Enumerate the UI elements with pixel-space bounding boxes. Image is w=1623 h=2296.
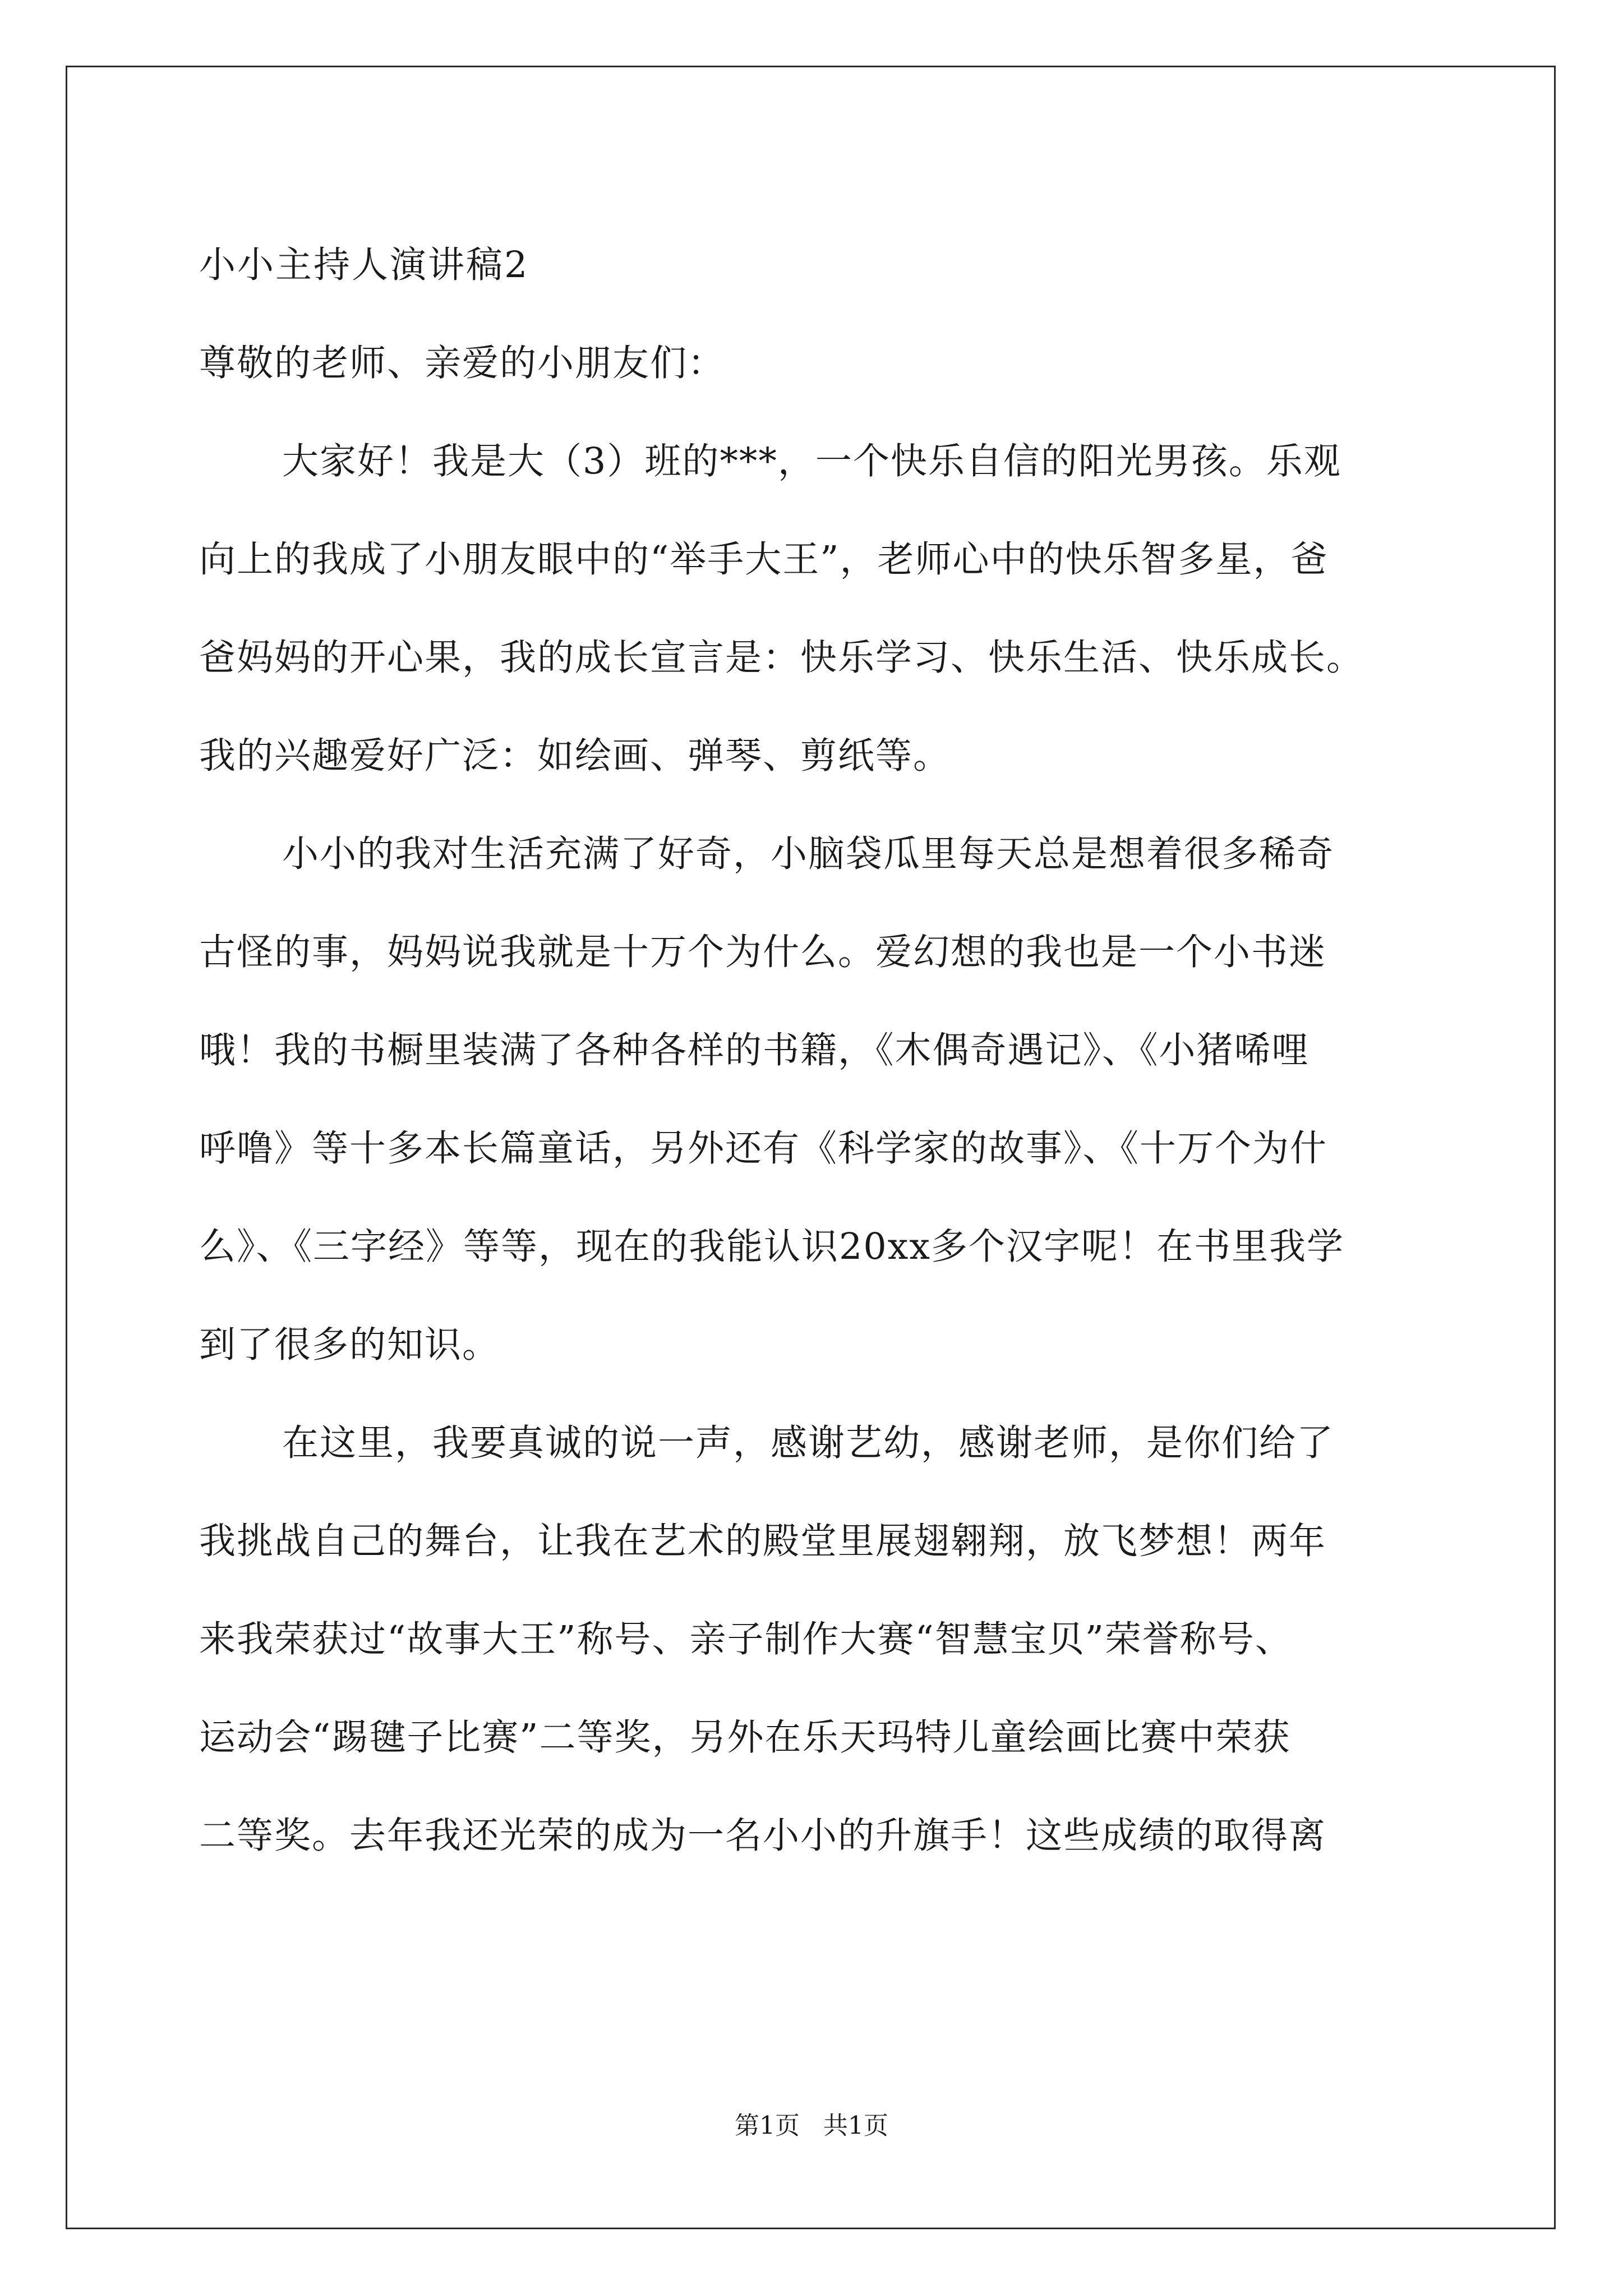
- paragraph-line: 么》、《三字经》等等，现在的我能认识20xx多个汉字呢！在书里我学: [199, 1226, 1345, 1268]
- page-footer: [0, 2109, 1623, 2143]
- greeting: 尊敬的老师、亲爱的小朋友们：: [199, 342, 726, 384]
- paragraph-line: 运动会“踢毽子比赛”二等奖，另外在乐天玛特儿童绘画比赛中荣获: [199, 1717, 1291, 1759]
- paragraph-line: 小小的我对生活充满了好奇，小脑袋瓜里每天总是想着很多稀奇: [282, 833, 1335, 875]
- page-number: 第1页: [735, 2111, 800, 2140]
- paragraph-line: 我挑战自己的舞台，让我在艺术的殿堂里展翅翱翔，放飞梦想！两年: [199, 1520, 1327, 1562]
- paragraph-2: [199, 805, 1430, 1394]
- paragraph-line: 向上的我成了小朋友眼中的“举手大王”，老师心中的快乐智多星，爸: [199, 539, 1329, 581]
- paragraph-line: 来我荣获过“故事大王”称号、亲子制作大赛“智慧宝贝”荣誉称号、: [199, 1618, 1293, 1660]
- document-title: 小小主持人演讲稿2: [199, 244, 529, 286]
- paragraph-line: 呼噜》等十多本长篇童话，另外还有《科学家的故事》、《十万个为什: [199, 1128, 1328, 1170]
- paragraph-line: 二等奖。去年我还光荣的成为一名小小的升旗手！这些成绩的取得离: [199, 1815, 1327, 1857]
- paragraph-line: 在这里，我要真诚的说一声，感谢艺幼，感谢老师，是你们给了: [282, 1422, 1335, 1464]
- paragraph-line: 到了很多的知识。: [199, 1324, 500, 1366]
- document-body: [199, 216, 1430, 1885]
- paragraph-line: 哦！我的书橱里装满了各种各样的书籍，《木偶奇遇记》、《小猪唏哩: [199, 1029, 1310, 1071]
- paragraph-line: 爸妈妈的开心果，我的成长宣言是：快乐学习、快乐生活、快乐成长。: [199, 637, 1364, 679]
- paragraph-line: 古怪的事，妈妈说我就是十万个为什么。爱幻想的我也是一个小书迷: [199, 931, 1327, 973]
- paragraph-line: 大家好！我是大（3）班的***，一个快乐自信的阳光男孩。乐观: [282, 440, 1341, 482]
- paragraph-line: 我的兴趣爱好广泛：如绘画、弹琴、剪纸等。: [199, 735, 951, 777]
- paragraph-1: [199, 412, 1430, 805]
- paragraph-3: [199, 1394, 1430, 1885]
- page-total: 共1页: [823, 2111, 888, 2140]
